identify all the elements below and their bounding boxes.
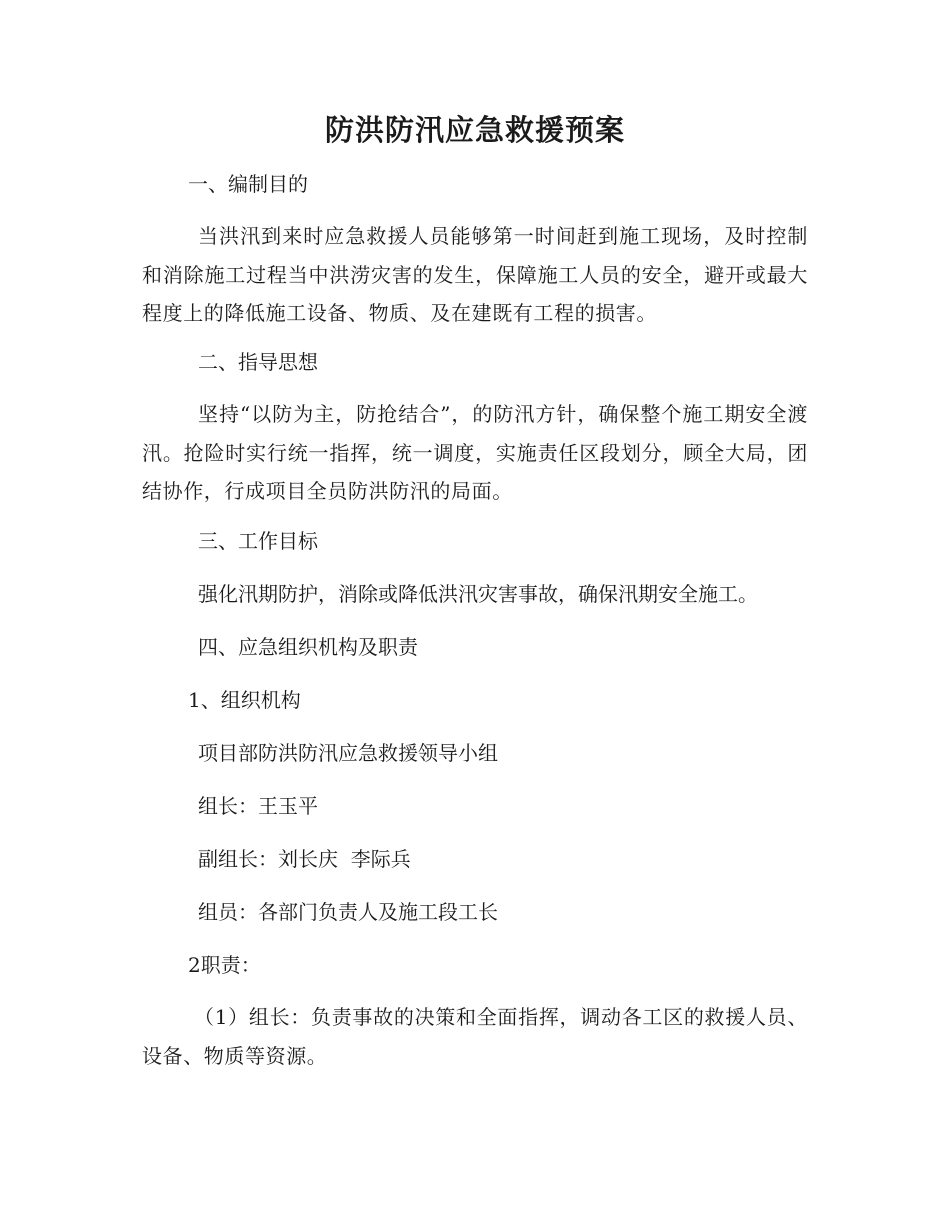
deputy-leader-line: 副组长：刘长庆 李际兵 [198,847,411,871]
section3-heading: 三、工作目标 [198,529,318,553]
section1-heading: 一、编制目的 [188,172,308,196]
subsection2-heading: 2职责： [188,953,261,977]
subsection1-heading: 1、组织机构 [188,688,301,712]
leader-line: 组长：王玉平 [198,794,318,818]
duty-1: （1）组长：负责事故的决策和全面指挥，调动各工区的救援人员、设备、物质等资源。 [142,1005,808,1068]
members-line: 组员：各部门负责人及施工段工长 [198,900,498,924]
section2-heading: 二、指导思想 [198,350,318,374]
section2-body: 坚持“以防为主，防抢结合”，的防汛方针，确保整个施工期安全渡汛。抢险时实行统一指挥，统一调度，实施责任区段划分，顾全大局，团结协作，行成项目全员防洪防汛的局面。 [142,402,808,503]
document-title: 防洪防汛应急救援预案 [324,113,625,147]
section4-heading: 四、应急组织机构及职责 [198,635,418,659]
section3-body: 强化汛期防护，消除或降低洪汛灾害事故，确保汛期安全施工。 [198,582,758,606]
section1-body: 当洪汛到来时应急救援人员能够第一时间赶到施工现场，及时控制和消除施工过程当中洪涝灾害的发生，保障施工人员的安全，避开或最大程度上的降低施工设备、物质、及在建既有工程的损害。 [142,224,808,325]
group-name: 项目部防洪防汛应急救援领导小组 [198,741,498,765]
